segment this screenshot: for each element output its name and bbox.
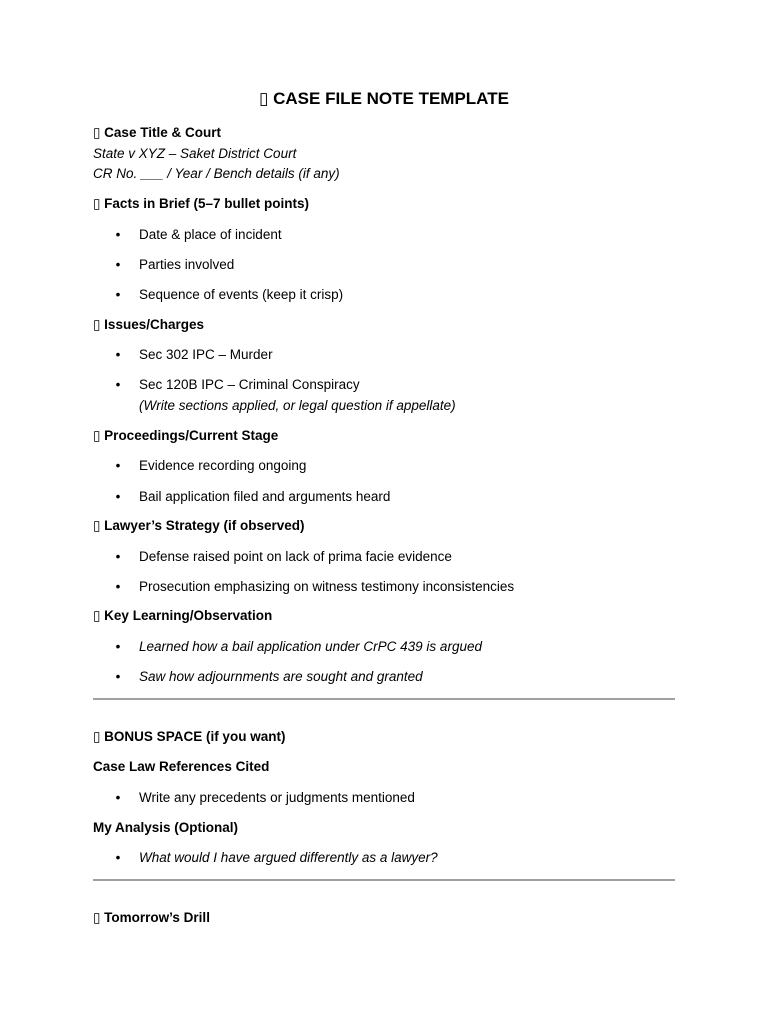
proceedings-heading: ▯ Proceedings/Current Stage	[93, 428, 279, 443]
analysis-item: What would I have argued differently as a lawyer?	[139, 850, 438, 865]
horizontal-rule	[93, 698, 675, 700]
bullet-marker: •	[115, 549, 121, 564]
document-title: ▯ CASE FILE NOTE TEMPLATE	[259, 89, 509, 108]
proceedings-item: Evidence recording ongoing	[139, 458, 307, 473]
bullet-marker: •	[115, 579, 121, 594]
bullet-marker: •	[115, 227, 121, 242]
facts-item: Parties involved	[139, 257, 235, 272]
bullet-marker: •	[115, 790, 121, 805]
learning-item: Learned how a bail application under CrPC 439 is argued	[139, 639, 482, 654]
bullet-marker: •	[115, 458, 121, 473]
horizontal-rule	[93, 879, 675, 881]
bullet-marker: •	[115, 257, 121, 272]
bonus-heading: ▯ BONUS SPACE (if you want)	[93, 729, 286, 744]
facts-heading: ▯ Facts in Brief (5–7 bullet points)	[93, 196, 309, 211]
issues-item: Sec 120B IPC – Criminal Conspiracy	[139, 377, 360, 392]
drill-heading: ▯ Tomorrow’s Drill	[93, 910, 210, 925]
proceedings-item: Bail application filed and arguments heard	[139, 489, 391, 504]
strategy-item: Defense raised point on lack of prima facie evidence	[139, 549, 452, 564]
bullet-marker: •	[115, 287, 121, 302]
issues-item: Sec 302 IPC – Murder	[139, 347, 273, 362]
case-title-line: State v XYZ – Saket District Court	[93, 146, 297, 161]
bullet-marker: •	[115, 377, 121, 392]
case-law-item: Write any precedents or judgments mentioned	[139, 790, 415, 805]
case-number-line: CR No. ___ / Year / Bench details (if any)	[93, 166, 340, 181]
bullet-marker: •	[115, 639, 121, 654]
case-law-heading: Case Law References Cited	[93, 759, 270, 774]
facts-item: Date & place of incident	[139, 227, 282, 242]
bullet-marker: •	[115, 669, 121, 684]
learning-item: Saw how adjournments are sought and granted	[139, 669, 423, 684]
issues-note: (Write sections applied, or legal question if appellate)	[139, 398, 456, 413]
strategy-item: Prosecution emphasizing on witness testimony inconsistencies	[139, 579, 515, 594]
bullet-marker: •	[115, 489, 121, 504]
facts-item: Sequence of events (keep it crisp)	[139, 287, 344, 302]
analysis-heading: My Analysis (Optional)	[93, 820, 239, 835]
issues-heading: ▯ Issues/Charges	[93, 317, 204, 332]
bullet-marker: •	[115, 850, 121, 865]
strategy-heading: ▯ Lawyer’s Strategy (if observed)	[93, 518, 305, 533]
learning-heading: ▯ Key Learning/Observation	[93, 608, 273, 623]
bullet-marker: •	[115, 347, 121, 362]
case-title-heading: ▯ Case Title & Court	[93, 125, 221, 140]
